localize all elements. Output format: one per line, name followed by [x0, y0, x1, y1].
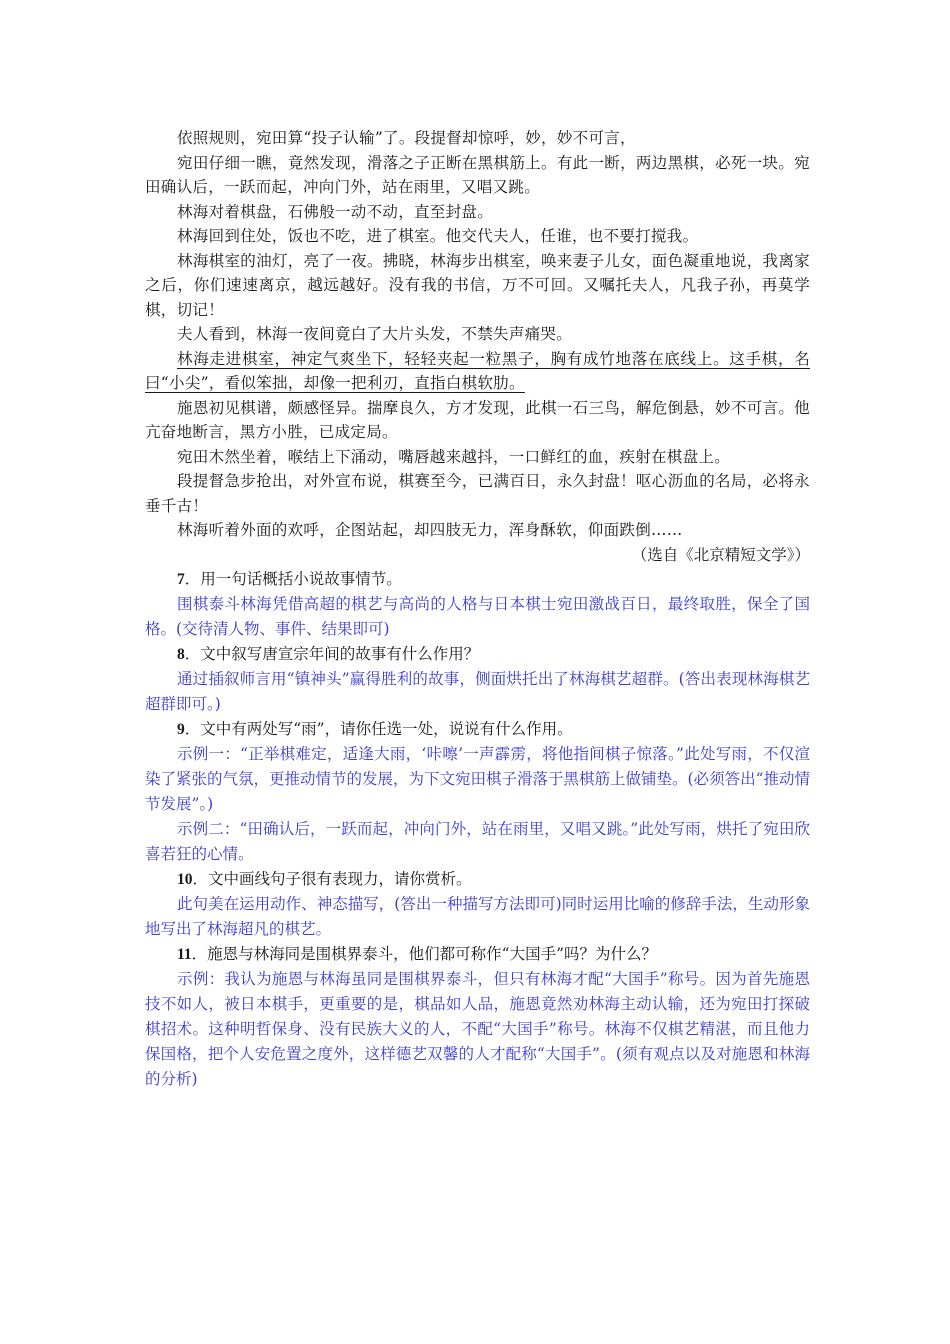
- answer-10: 此句美在运用动作、神态描写，(答出一种描写方法即可)同时运用比喻的修辞手法，生动形象地写出了林海超凡的棋艺。: [145, 895, 810, 938]
- story-text: [145, 126, 810, 567]
- question-7: [145, 567, 810, 592]
- story-paragraph: 施恩初见棋谱，颇感怪异。揣摩良久，方才发现，此棋一石三鸟，解危倒悬，妙不可言。他亢奋地断言，黑方小胜，已成定局。: [145, 398, 810, 441]
- story-paragraph: 林海回到住处，饭也不吃，进了棋室。他交代夫人，任谁，也不要打搅我。: [177, 227, 699, 245]
- document-page: [145, 126, 810, 1092]
- question-10: [145, 867, 810, 892]
- answer-9-example-1: 示例一：“正举棋难定，适逢大雨，‘咔嚓’一声霹雳，将他指间棋子惊落。”此处写雨，不仅渲染了紧张的气氛，更推动情节的发展，为下文宛田棋子滑落于黑棋筋上做铺垫。(必须答出“推动情节发展”。): [145, 745, 810, 813]
- story-paragraph: 宛田木然坐着，喉结上下涌动，嘴唇越来越抖，一口鲜红的血，疾射在棋盘上。: [177, 447, 731, 466]
- question-number: 8: [177, 646, 185, 663]
- question-text: ．用一句话概括小说故事情节。: [184, 570, 402, 588]
- story-paragraph: 依照规则，宛田算“投子认输”了。段提督却惊呼，妙，妙不可言，: [177, 129, 636, 147]
- question-number: 7: [177, 571, 185, 588]
- question-11: [145, 942, 810, 967]
- questions-section: [145, 567, 810, 1092]
- story-paragraph: 段提督急步抢出，对外宣布说，棋赛至今，已满百日，永久封盘！呕心沥血的名局，必将永垂千古！: [145, 472, 810, 515]
- story-paragraph: 林海棋室的油灯，亮了一夜。拂晓，林海步出棋室，唤来妻子儿女，面色凝重地说，我离家之后，你们速速离京，越远越好。没有我的书信，万不可回。又嘱托夫人，凡我子孙，再莫学棋，切记！: [145, 251, 810, 319]
- question-text: ．文中有两处写“雨”，请你任选一处，说说有什么作用。: [184, 720, 573, 738]
- question-8: [145, 642, 810, 667]
- underlined-sentence: 林海走进棋室，神定气爽坐下，轻轻夹起一粒黑子，胸有成竹地落在底线上。这手棋，名曰“小尖”，看似笨拙，却像一把利刃，直指白棋软肋。: [145, 349, 810, 392]
- question-9: [145, 717, 810, 742]
- answer-8: 通过插叙师言用“镇神头”赢得胜利的故事，侧面烘托出了林海棋艺超群。(答出表现林海棋艺超群即可。): [145, 670, 810, 713]
- question-text: ．文中画线句子很有表现力，请你赏析。: [192, 870, 472, 888]
- source-citation: （选自《北京精短文学》）: [631, 545, 810, 564]
- question-number: 10: [177, 871, 193, 888]
- question-number: 9: [177, 721, 185, 738]
- question-number: 11: [177, 946, 192, 963]
- story-paragraph: 夫人看到，林海一夜间竟白了大片头发，不禁失声痛哭。: [177, 325, 573, 343]
- answer-9-example-2: 示例二：“田确认后，一跃而起，冲向门外，站在雨里，又唱又跳。”此处写雨，烘托了宛田欣喜若狂的心情。: [145, 820, 810, 863]
- answer-11: 示例：我认为施恩与林海虽同是围棋界泰斗，但只有林海才配“大国手”称号。因为首先施恩技不如人，被日本棋手，更重要的是，棋品如人品，施恩竟然劝林海主动认输，还为宛田打探破棋招术。这种明哲保身、没有民族大义的人，不配“大国手”称号。林海不仅棋艺精湛，而且他力保国格，把个人安危置之度外，这样德艺双馨的人才配称“大国手”。(须有观点以及对施恩和林海的分析): [145, 970, 810, 1088]
- answer-7: 围棋泰斗林海凭借高超的棋艺与高尚的人格与日本棋士宛田激战百日，最终取胜，保全了国格。(交待清人物、事件、结果即可): [145, 595, 810, 638]
- story-paragraph: 宛田仔细一瞧，竟然发现，滑落之子正断在黑棋筋上。有此一断，两边黑棋，必死一块。宛田确认后，一跃而起，冲向门外，站在雨里，又唱又跳。: [145, 153, 810, 196]
- question-text: ．文中叙写唐宣宗年间的故事有什么作用？: [184, 645, 480, 663]
- story-paragraph: 林海听着外面的欢呼，企图站起，却四肢无力，浑身酥软，仰面跌倒……: [177, 521, 683, 539]
- question-text: ．施恩与林海同是围棋界泰斗，他们都可称作“大国手”吗？为什么？: [191, 945, 658, 963]
- story-paragraph: 林海对着棋盘，石佛般一动不动，直至封盘。: [177, 202, 494, 221]
- underlined-sentence-paragraph: [145, 347, 810, 396]
